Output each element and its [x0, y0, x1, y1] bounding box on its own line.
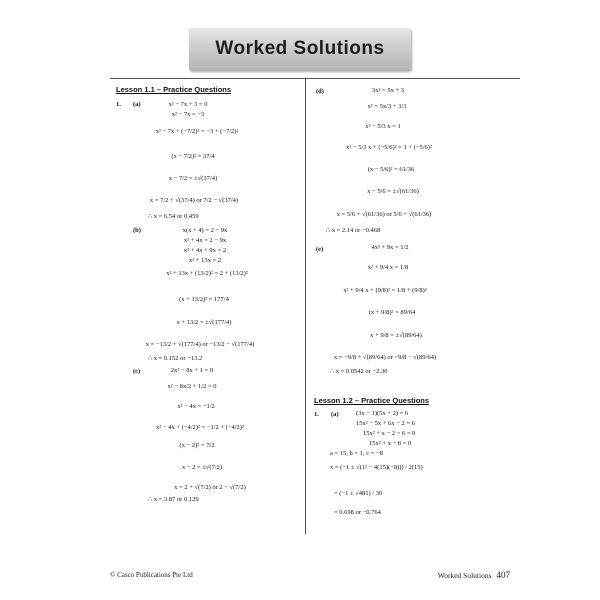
- part-label-e: (e): [316, 246, 324, 253]
- equation-l2-1: (3x − 1)(5x + 2) = 6: [356, 410, 409, 417]
- part-label-c: (c): [133, 368, 141, 375]
- equation-a-5: x − 7/2 = ±√(37/4): [168, 175, 218, 182]
- part-label-a: (a): [133, 101, 141, 108]
- equation-b-4: x² + 13x = 2: [188, 257, 222, 264]
- equation-c-5: (x − 2)² = 7/2: [179, 442, 215, 449]
- equation-l2-3: 15x² + x − 2 − 6 = 0: [363, 430, 416, 437]
- equation-l2-6: x = (−1 ± √(1² − 4(15)(−8))) / 2(15): [330, 464, 423, 471]
- equation-e-1: 4x² + 9x = 1/2: [371, 244, 409, 251]
- equation-b-3: x² + 4x + 9x = 2: [183, 247, 227, 254]
- equation-d-1: 3x² = 5x + 3: [371, 87, 405, 94]
- page-footer: [438, 570, 510, 580]
- equation-a-3: x² − 7x + (−7/2)² = −3 + (−7/2)²: [155, 128, 239, 135]
- equation-e-answer: ∴ x = 0.0542 or −2.30: [330, 368, 388, 375]
- equation-l2-4: 15x² + x − 8 = 0: [369, 440, 412, 447]
- equation-c-3: x² − 4x = −1/2: [177, 403, 215, 410]
- equation-a-6: x = 7/2 + √(37/4) or 7/2 − √(37/4): [149, 197, 239, 204]
- equation-c-4: x² − 4x + (−4/2)² = −1/2 + (−4/2)²: [156, 424, 244, 431]
- equation-l2-2: 15x² − 5x + 6x − 2 = 6: [356, 420, 415, 427]
- equation-c-1: 2x² − 8x + 1 = 0: [170, 367, 214, 374]
- equation-b-6: (x + 13/2)² = 177/4: [179, 296, 229, 303]
- lesson-1-1-heading: Lesson 1.1 – Practice Questions: [116, 85, 232, 94]
- equation-a-2: x² − 7x = −3: [171, 111, 205, 118]
- equation-e-4: (x + 9/8)² = 89/64: [368, 309, 416, 316]
- equation-l2-5: a = 15, b = 1, c = −8: [330, 450, 383, 457]
- equation-c-6: x − 2 = ±√(7/2): [181, 464, 223, 471]
- equation-d-7: x = 5/6 + √(61/36) or 5/6 − √(61/36): [336, 211, 432, 218]
- equation-b-1: x(x + 4) = 2 − 9x: [182, 227, 228, 234]
- equation-b-7: x + 13/2 = ±√(177/4): [176, 319, 232, 326]
- equation-c-2: x² − 8x/2 + 1/2 = 0: [167, 383, 217, 390]
- equation-a-4: (x − 7/2)² = 37/4: [171, 153, 215, 160]
- equation-c-answer: ∴ x = 3.87 or 0.129: [148, 496, 199, 503]
- part-label-b: (b): [133, 227, 141, 234]
- equation-e-6: x = −9/8 + √(89/64) or −9/8 − √(89/64): [333, 354, 437, 361]
- question-number-l2: 1.: [314, 411, 319, 418]
- equation-d-4: x² − 5/3 x + (−5/6)² = 1 + (−5/6)²: [346, 144, 432, 151]
- equation-e-5: x + 9/8 = ±√(89/64): [370, 332, 422, 339]
- page-number: 407: [496, 570, 510, 580]
- equation-e-3: x² + 9/4 x + (9/8)² = 1/8 + (9/8)²: [343, 287, 427, 294]
- equation-d-3: x² − 5/3 x = 1: [365, 123, 401, 130]
- equation-b-2: x² + 4x = 2 − 9x: [183, 237, 227, 244]
- equation-e-2: x² + 9/4 x = 1/8: [367, 264, 409, 271]
- equation-d-5: (x − 5/6)² = 61/36: [367, 166, 415, 173]
- question-number: 1.: [116, 101, 121, 108]
- part-label-d: (d): [316, 88, 324, 95]
- title-banner: [189, 28, 411, 70]
- equation-c-7: x = 2 + √(7/2) or 2 − √(7/2): [174, 484, 246, 491]
- equation-d-answer: ∴ x = 2.14 or −0.468: [326, 227, 381, 234]
- equation-b-8: x = −13/2 + √(177/4) or −13/2 − √(177/4): [145, 341, 255, 348]
- footer-section-title: Worked Solutions: [437, 571, 492, 580]
- equation-a-1: x² − 7x + 3 = 0: [168, 101, 208, 108]
- equation-d-2: x² = 5x/3 + 3/3: [367, 103, 407, 110]
- copyright-text: © Casco Publications Pte Ltd: [110, 571, 193, 579]
- column-divider: [305, 79, 306, 534]
- equation-d-6: x − 5/6 = ±√(61/36): [367, 188, 419, 195]
- lesson-1-2-heading: Lesson 1.2 – Practice Questions: [314, 396, 430, 405]
- equation-b-5: x² + 13x + (13/2)² = 2 + (13/2)²: [166, 270, 248, 277]
- equation-a-answer: ∴ x = 6.54 or 0.459: [148, 213, 199, 220]
- part-label-l2-a: (a): [331, 411, 339, 418]
- page-title: Worked Solutions: [215, 38, 385, 59]
- equation-l2-answer: = 0.698 or −0.764: [334, 509, 381, 516]
- equation-b-answer: ∴ x = 0.152 or −13.2: [148, 355, 203, 362]
- equation-l2-7: = (−1 ± √481) / 30: [334, 490, 383, 497]
- header-rule: [110, 78, 520, 79]
